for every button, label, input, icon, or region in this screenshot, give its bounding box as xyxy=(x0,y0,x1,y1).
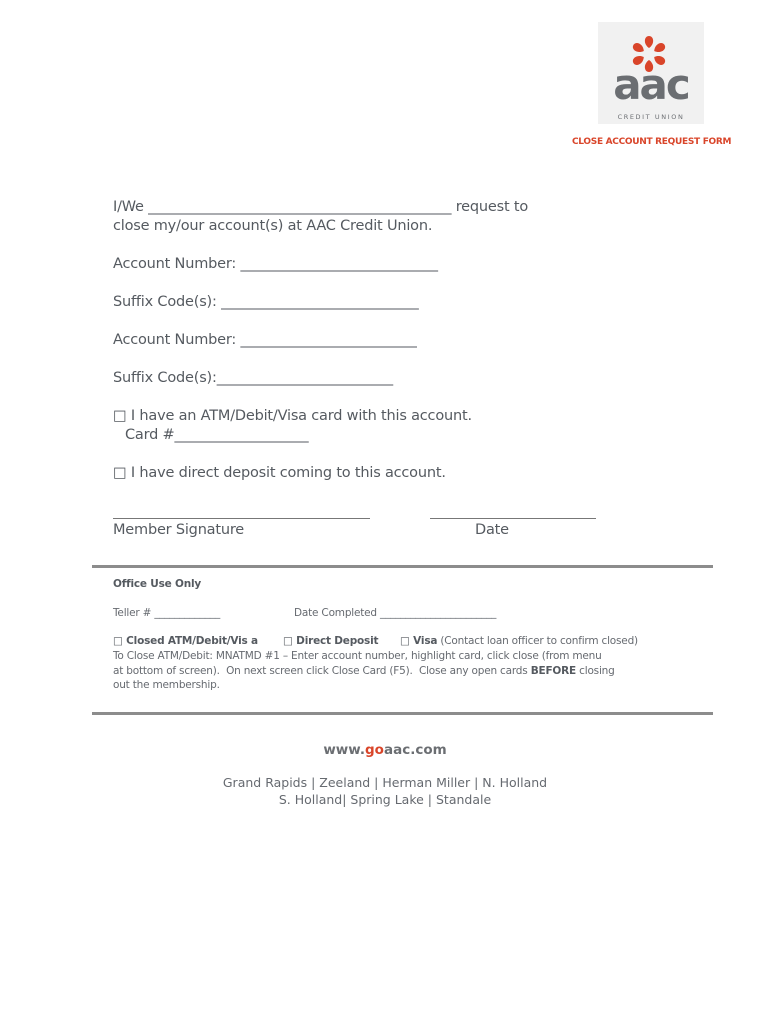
visa-checkbox-line xyxy=(400,634,638,648)
instructions-line-3: out the membership. xyxy=(113,679,220,691)
requester-line: I/We ___________________________________________ request to xyxy=(113,199,529,215)
date-label: Date xyxy=(475,522,509,538)
instructions-line-1: To Close ATM/Debit: MNATMD #1 – Enter account number, highlight card, click close (from menu xyxy=(113,650,602,662)
teller-field: Teller # _____________ xyxy=(113,607,221,619)
account-number-field-1: Account Number: ____________________________ xyxy=(113,256,438,272)
closed-atm-checkbox: □ Closed ATM/Debit/Vis a xyxy=(113,635,258,647)
branch-locations-line-2: S. Holland| Spring Lake | Standale xyxy=(278,792,492,807)
suffix-code-field-1: Suffix Code(s): ____________________________ xyxy=(113,294,419,310)
instructions-line-2: at bottom of screen). On next screen click Close Card (F5). Close any open cards BEFORE closing xyxy=(113,665,615,677)
branch-locations-line-1: Grand Rapids | Zeeland | Herman Miller | N. Holland xyxy=(222,775,548,790)
divider-top xyxy=(92,565,713,568)
card-number-field: Card #___________________ xyxy=(125,427,309,443)
logo-wordmark: aac xyxy=(613,60,689,109)
form-title: CLOSE ACCOUNT REQUEST FORM xyxy=(572,137,732,147)
divider-bottom xyxy=(92,712,713,715)
direct-deposit-checkbox: □ Direct Deposit xyxy=(283,635,379,647)
visa-note: (Contact loan officer to confirm closed) xyxy=(437,635,638,647)
office-use-heading: Office Use Only xyxy=(113,578,202,590)
account-number-field-2: Account Number: _________________________ xyxy=(113,332,417,348)
signature-line xyxy=(113,518,370,519)
logo-subtitle: CREDIT UNION xyxy=(617,113,685,121)
suffix-code-field-2: Suffix Code(s):_________________________ xyxy=(113,370,393,386)
member-signature-label: Member Signature xyxy=(113,522,245,538)
date-line xyxy=(430,518,596,519)
date-completed-field: Date Completed _______________________ xyxy=(294,607,497,619)
visa-checkbox: □ Visa xyxy=(400,635,438,647)
atm-card-checkbox-label: □ I have an ATM/Debit/Visa card with this account. xyxy=(113,408,472,424)
direct-deposit-checkbox-label: □ I have direct deposit coming to this account. xyxy=(113,465,446,481)
request-statement: close my/our account(s) at AAC Credit Union. xyxy=(113,218,433,234)
website-link[interactable]: www.goaac.com xyxy=(323,742,447,758)
